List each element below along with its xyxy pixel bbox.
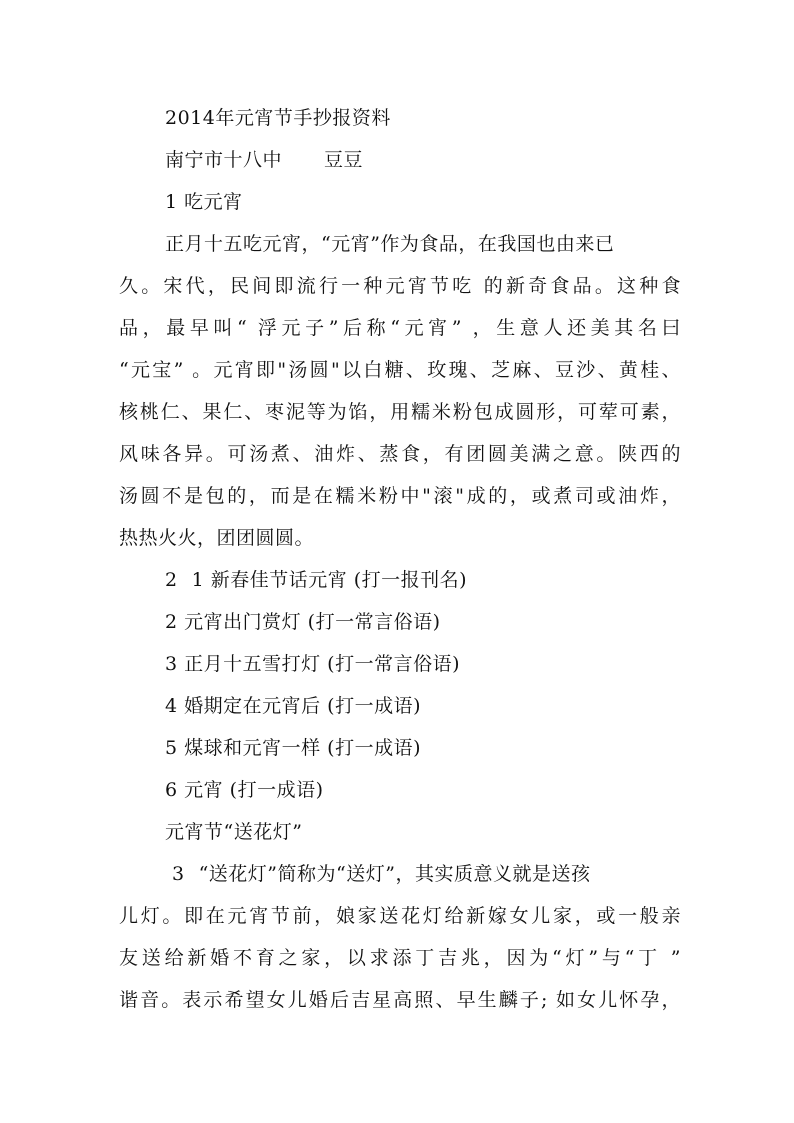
section1-heading: 1 吃元宵	[165, 191, 243, 213]
riddle-item: 3 正月十五雪打灯 (打一常言俗语)	[165, 653, 460, 675]
paragraph-line: 品，最早叫“ 浮元子”后称“元宵” ，生意人还美其名曰	[119, 317, 681, 339]
paragraph-line: 友送给新婚不育之家，以求添丁吉兆，因为“灯”与“丁 ”	[119, 947, 681, 969]
paragraph-line: 核桃仁、果仁、枣泥等为馅，用糯米粉包成圆形，可荤可素，	[119, 401, 681, 423]
riddle-item: 2 元宵出门赏灯 (打一常言俗语)	[165, 611, 441, 633]
paragraph-line: 风味各异。可汤煮、油炸、蒸食，有团圆美满之意。陕西的	[119, 443, 681, 465]
paragraph-line: 谐音。表示希望女儿婚后吉星高照、早生麟子; 如女儿怀孕，	[119, 989, 681, 1011]
paragraph-line: 儿灯。即在元宵节前，娘家送花灯给新嫁女儿家，或一般亲	[119, 905, 681, 927]
section3-heading: 元宵节“送花灯”	[165, 821, 303, 843]
riddle-item: 2 1 新春佳节话元宵 (打一报刊名)	[165, 569, 468, 591]
riddle-item: 4 婚期定在元宵后 (打一成语)	[165, 695, 421, 717]
paragraph-line: 热热火火，团团圆圆。	[119, 527, 315, 549]
paragraph-line: 久。宋代，民间即流行一种元宵节吃 的新奇食品。这种食	[119, 275, 681, 297]
riddle-item: 5 煤球和元宵一样 (打一成语)	[165, 737, 421, 759]
paragraph-line: 正月十五吃元宵，“元宵”作为食品，在我国也由来已	[165, 233, 615, 255]
paragraph-line: “元宝” 。元宵即"汤圆"以白糖、玫瑰、芝麻、豆沙、黄桂、	[119, 359, 681, 381]
paragraph-line: 3 “送花灯”简称为“送灯”，其实质意义就是送孩	[172, 863, 591, 885]
author-line	[165, 148, 363, 172]
section2-number: 2	[165, 569, 178, 591]
paragraph-line: 汤圆不是包的，而是在糯米粉中"滚"成的，或煮司或油炸，	[119, 485, 681, 507]
document-title: 2014年元宵节手抄报资料	[165, 107, 391, 129]
riddle-item: 6 元宵 (打一成语)	[165, 779, 324, 801]
section3-number: 3	[172, 863, 185, 885]
author-school: 南宁市十八中	[165, 149, 283, 171]
author-name: 豆豆	[324, 149, 364, 171]
